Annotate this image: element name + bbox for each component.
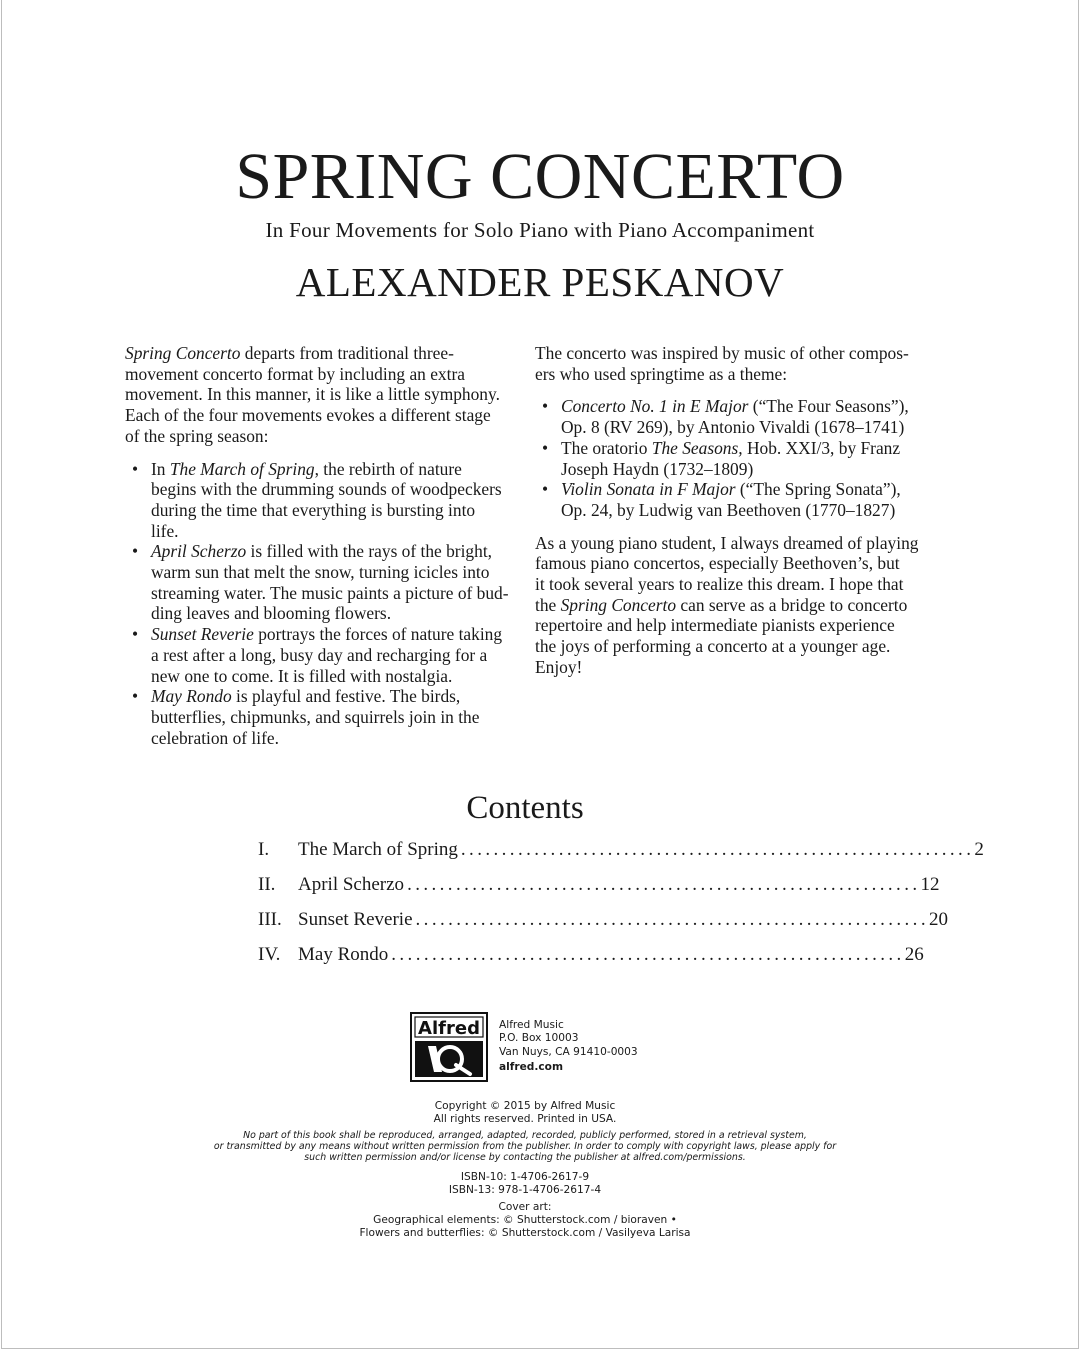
page-title: SPRING CONCERTO [235,140,845,213]
intro-line: Each of the four movements evokes a different stage [125,405,491,426]
legal-notice [0,1130,1050,1163]
isbn-13: ISBN-13: 978-1-4706-2617-4 [448,1184,602,1196]
movement-list [125,459,520,749]
toc-entry[interactable] [258,943,924,978]
toc-leader: ............................................................... [407,874,921,895]
page-subtitle: In Four Movements for Solo Piano with Piano Accompaniment [265,218,815,242]
intro-left-column [125,343,520,748]
toc-page: 20 [928,909,948,930]
toc-page: 2 [974,839,984,860]
notice-line: such written permission and/or license by contacting the publisher at alfred.com/permissions. [304,1152,746,1163]
cover-credits [0,1201,1050,1240]
publisher-url[interactable]: alfred.com [499,1061,564,1074]
intro-line: of the spring season: [125,425,269,446]
intro-line: movement. In this manner, it is like a little symphony. [125,384,500,405]
toc-title: The March of Spring [298,839,458,860]
closing-paragraph: As a young piano student, I always dreamed of playing famous piano concertos, especially Beethoven’s, but it took several years to realize this dream. I hope that the Spring Concerto can serve as a bridge to concerto repertoire and help intermediate pianists experience the joys of performing a concerto at a younger age. Enjoy! [535,532,919,677]
publisher-city: Van Nuys, CA 91410-0003 [499,1045,638,1058]
toc-entry[interactable] [258,838,984,873]
inspiration-list [535,396,935,520]
toc-number: I. [258,839,270,860]
notice-line: No part of this book shall be reproduced, arranged, adapted, recorded, publicly performed, stored in a retrieval system, [243,1130,807,1141]
rights-line: All rights reserved. Printed in USA. [433,1113,617,1125]
movement-item: • In The March of Spring, the rebirth of nature begins with the drumming sounds of woodpeckers during the time that everything is bursting into life. [125,459,520,542]
composer-name: ALEXANDER PESKANOV [295,259,785,305]
toc-number: IV. [258,944,281,965]
cover-label: Cover art: [498,1201,552,1213]
toc-page: 26 [904,944,924,965]
toc-title: Sunset Reverie [298,909,413,930]
inspiration-item: • The oratorio The Seasons, Hob. XXI/3, by Franz Joseph Haydn (1732–1809) [535,438,935,479]
logo-wordmark: Alfred [418,1018,480,1039]
isbn-block [0,1171,1050,1197]
notice-line: or transmitted by any means without written permission from the publisher. In order to comply with copyright laws, please apply for [213,1141,837,1152]
movement-item: • Sunset Reverie portrays the forces of nature taking a rest after a long, busy day and recharging for a new one to come. It is filled with nostalgia. [125,624,520,686]
toc-number: II. [258,874,276,895]
movement-item: • April Scherzo is filled with the rays of the bright, warm sun that melt the snow, turning icicles into streaming water. The music paints a picture of bud- ding leaves and blooming flowers. [125,541,520,624]
copyright-line: Copyright © 2015 by Alfred Music [434,1100,616,1112]
toc-title: April Scherzo [298,874,405,895]
alfred-logo[interactable] [410,1012,488,1082]
inspiration-item: • Violin Sonata in F Major (“The Spring Sonata”), Op. 24, by Ludwig van Beethoven (1770–1827) [535,479,935,520]
toc-leader: ............................................................... [460,839,975,860]
intro-right-column [535,343,935,678]
intro-paragraph [125,343,520,447]
inspiration-item: • Concerto No. 1 in E Major (“The Four Seasons”), Op. 8 (RV 269), by Antonio Vivaldi (1678–1741) [535,396,935,437]
isbn-10: ISBN-10: 1-4706-2617-9 [460,1171,590,1183]
toc-number: III. [258,909,282,930]
publisher-name: Alfred Music [499,1019,564,1031]
intro-line: movement concerto format by including an extra [125,363,465,384]
toc-leader: ............................................................... [415,909,929,930]
table-of-contents [258,838,984,978]
toc-entry[interactable] [258,908,948,943]
intro-line: Spring Concerto departs from traditional three- [125,343,454,363]
toc-title: May Rondo [298,944,389,965]
movement-item: • May Rondo is playful and festive. The birds, butterflies, chipmunks, and squirrels join in the celebration of life. [125,686,520,748]
cover-credit-line: Geographical elements: © Shutterstock.com / bioraven • [373,1214,677,1226]
toc-page: 12 [920,874,940,895]
contents-heading: Contents [466,790,584,826]
toc-entry[interactable] [258,873,940,908]
cover-credit-line: Flowers and butterflies: © Shutterstock.com / Vasilyeva Larisa [359,1227,691,1239]
publisher-po-box: P.O. Box 10003 [499,1032,579,1045]
inspiration-lead: The concerto was inspired by music of other compos- ers who used springtime as a theme: [535,343,909,384]
toc-leader: ............................................................... [391,944,905,965]
publisher-address [499,1019,638,1075]
copyright-block [0,1100,1050,1126]
